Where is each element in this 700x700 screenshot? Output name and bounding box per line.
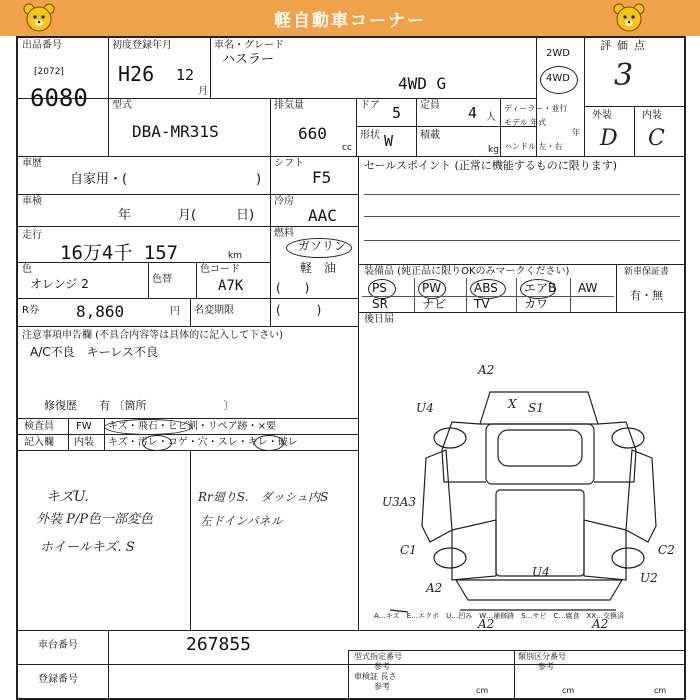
recycle-label: R券 <box>22 305 39 316</box>
equipment-item: ABS <box>474 281 498 295</box>
equipment-item: ナビ <box>422 297 447 311</box>
registration-label: 登録番号 <box>38 674 78 685</box>
history-close: ) <box>256 172 262 187</box>
color-value: オレンジ 2 <box>30 277 89 291</box>
mileage-unit: km <box>228 251 242 261</box>
dim-ref: 参考 <box>374 662 390 671</box>
equipment-item: エアB <box>524 281 557 295</box>
class-ref: 参考 <box>538 662 554 671</box>
history-label: 車歴 <box>22 158 42 169</box>
diagram-mark: A2 <box>478 363 495 377</box>
displacement-label: 排気量 <box>274 100 304 111</box>
equipment-item: カワ <box>524 297 549 311</box>
doors-value: 5 <box>392 104 402 122</box>
fuel-gasoline: ガソリン <box>298 239 347 253</box>
reg-month: 12 <box>176 66 195 84</box>
sales-point-label: セールスポイント (正常に機能するものに限ります) <box>364 159 618 172</box>
header-bar <box>0 0 700 36</box>
hw-right-1: Rr廻りS. ダッシュ内S <box>198 490 329 504</box>
int-label: 内装 <box>642 110 662 121</box>
hw-left-2: 外装 P/P色一部変色 <box>36 512 154 527</box>
class-label: 類別区分番号 <box>518 652 566 661</box>
car-name-label: 車名・グレード <box>214 40 284 51</box>
hw-left-3: ホイールキズ. S <box>40 540 135 555</box>
color-label: 色 <box>22 264 32 275</box>
warranty-value: 有・無 <box>630 289 663 302</box>
dealer-label: ディーラー・並行 <box>504 104 568 113</box>
chassis-value: 267855 <box>186 634 252 655</box>
inspector-items: キズ・飛石・ヒビ割・リペア跡・×要 <box>108 421 276 432</box>
diagram-mark: C1 <box>400 543 417 557</box>
color-code: A7K <box>218 278 244 294</box>
evaluation-label: 評価点 <box>600 39 651 52</box>
chassis-label: 車台番号 <box>38 640 78 651</box>
color-code-label: 色コード <box>200 264 240 275</box>
fuel-paren: ( ) <box>276 281 310 295</box>
displacement-value: 660 <box>298 124 327 143</box>
diagram-mark: U4 <box>532 565 550 579</box>
diagram-mark: X <box>508 397 517 411</box>
int-grade: C <box>648 126 665 151</box>
size-cm-2: cm <box>562 686 575 695</box>
capacity-value: 4 <box>468 104 478 122</box>
rear-seat-label: 後日届 <box>364 314 394 325</box>
diagram-mark: A2 <box>592 617 609 628</box>
hw-left-1: キズU. <box>46 489 89 505</box>
inspection-label: 車検 <box>22 196 42 207</box>
capacity-unit: 人 <box>486 112 496 123</box>
aircon-value: AAC <box>308 206 337 225</box>
capacity-label: 定員 <box>420 100 440 111</box>
equipment-item: AW <box>578 281 598 295</box>
ext-label: 外装 <box>592 110 612 121</box>
scuff-circle <box>254 435 284 451</box>
ext-grade: D <box>600 126 618 151</box>
body-shape-value: W <box>384 132 394 150</box>
model-label: 型式 <box>112 100 132 111</box>
lot-label: 出品番号 <box>22 40 62 51</box>
inspection-day: 日) <box>236 208 255 223</box>
shift-value: F5 <box>312 168 332 187</box>
reg-date-label: 初度登録年月 <box>112 40 172 51</box>
equipment-item: TV <box>474 297 490 311</box>
interior-label: 内装 <box>74 437 94 448</box>
equipment-item: SR <box>372 297 388 311</box>
displacement-unit: cc <box>342 143 352 153</box>
evaluation-score: 3 <box>614 58 634 93</box>
drive-4wd: 4WD <box>546 73 570 84</box>
dim-label: 型式指定番号 <box>354 652 402 661</box>
diagram-mark: A2 <box>478 617 495 628</box>
history-value: 自家用・( <box>70 172 128 187</box>
equipment-item: PS <box>372 281 387 295</box>
model-year-label: モデル 年式 <box>504 118 547 127</box>
shift-label: シフト <box>274 158 304 169</box>
hw-right-2: 左ドインパネル <box>200 514 283 528</box>
fw-circle <box>104 419 192 435</box>
lot-sub: [2072] <box>34 67 64 77</box>
reg-era-year: H26 <box>118 62 155 86</box>
meigi-label: 名変期限 <box>194 305 234 316</box>
drive-2wd: 2WD <box>546 48 570 59</box>
car-damage-diagram <box>360 330 682 628</box>
equipment-item: PW <box>422 281 442 295</box>
payload-unit: kg <box>488 145 499 155</box>
body-shape-label: 形状 <box>360 130 380 141</box>
aircon-label: 冷房 <box>274 196 294 207</box>
recycle-value: 8,860 <box>76 302 125 321</box>
size-ref: 参考 <box>374 682 390 691</box>
meigi-paren: ( ) <box>276 303 322 317</box>
inspection-month: 月( <box>178 208 197 223</box>
car-grade: 4WD G <box>398 74 447 93</box>
stain-circle <box>142 435 172 451</box>
equipment-label: 装備品 (純正品に限りOKのみマークください) <box>364 266 570 277</box>
reg-month-unit: 月 <box>198 86 208 97</box>
repair-text: 修復歴 有 〔箇所 〕 <box>44 399 235 412</box>
model-value: DBA-MR31S <box>132 122 219 141</box>
size-label: 車検証 長さ <box>354 672 397 681</box>
color-change-label: 色替 <box>152 274 172 285</box>
year-unit: 年 <box>572 128 580 137</box>
entry-label: 記入欄 <box>24 437 54 448</box>
lot-number: 6080 <box>30 84 88 112</box>
doors-label: ドア <box>360 100 380 111</box>
diagram-mark: C2 <box>658 543 675 557</box>
diagram-mark: U2 <box>640 571 658 585</box>
mileage-value: 16万4千 157 <box>60 242 179 264</box>
diagram-mark: U4 <box>416 401 434 415</box>
inspector-label: 検査員 <box>24 421 54 432</box>
recycle-unit: 円 <box>170 306 180 317</box>
diagram-mark: S1 <box>528 401 544 415</box>
notes-label: 注意事項申告欄 (不具合内容等は具体的に記入して下さい) <box>22 330 283 341</box>
fuel-label: 燃料 <box>274 228 294 239</box>
handle-label: ハンドル 左・右 <box>504 142 563 151</box>
diagram-legend: A…キズ E…エクボ U…凹み W…補修跡 S…サビ C…腐食 XX…交換済 <box>374 612 625 620</box>
size-cm-1: cm <box>476 686 489 695</box>
fuel-diesel: 軽 油 <box>300 261 337 275</box>
diagram-mark: A2 <box>426 581 443 595</box>
inspection-year: 年 <box>118 208 132 223</box>
mileage-label: 走行 <box>22 230 42 241</box>
notes-text: A/C不良 キーレス不良 <box>30 345 159 359</box>
car-name: ハスラー <box>222 52 275 67</box>
size-cm-3: cm <box>654 686 667 695</box>
payload-label: 積載 <box>420 130 440 141</box>
diagram-mark: U3A3 <box>382 495 417 509</box>
warranty-label: 新車保証書 <box>624 267 670 277</box>
page-title: 軽自動車コーナー <box>274 11 426 31</box>
inspector-fw: FW <box>76 421 92 432</box>
inspector-items2: キズ・汚レ・コゲ・穴・スレ・キレ・破レ <box>108 437 298 448</box>
